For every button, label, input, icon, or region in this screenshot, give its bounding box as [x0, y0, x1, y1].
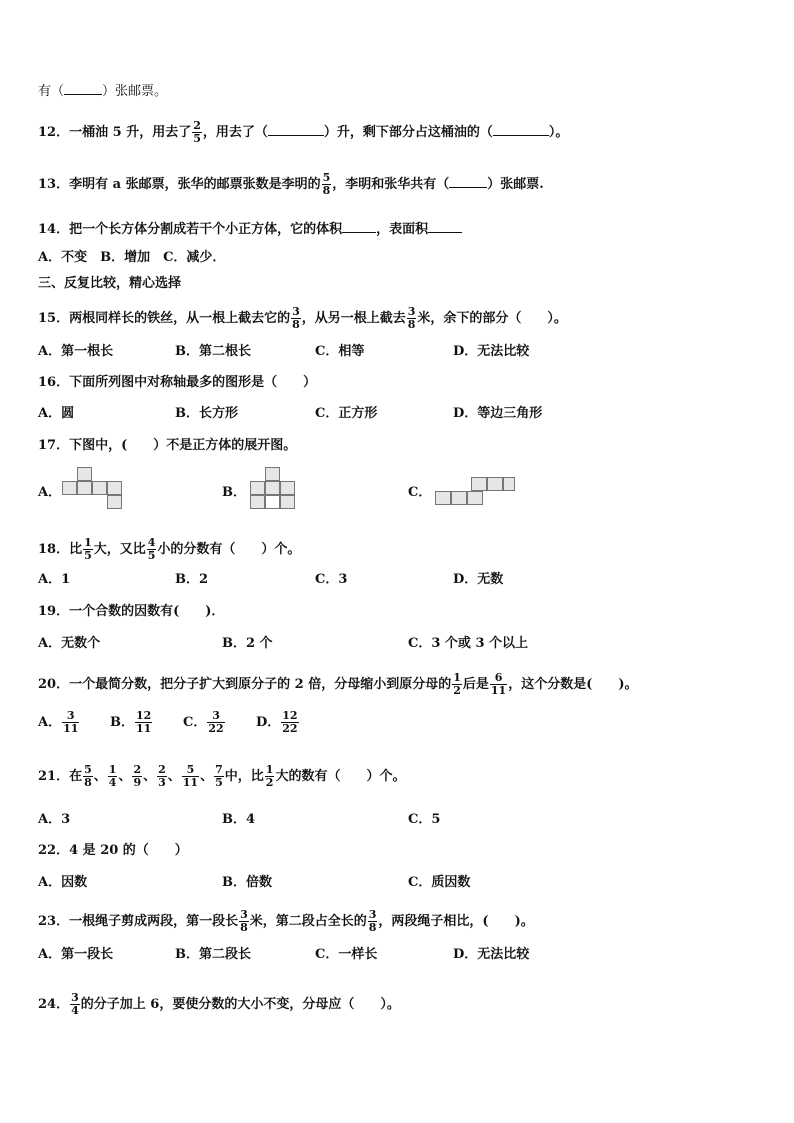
q20-option-b[interactable]: B． $\frac{12}{11}$: [110, 709, 152, 735]
fraction: $\frac{3}{8}$: [292, 305, 300, 331]
question-22: 22．4 是 20 的（ ）: [38, 843, 188, 858]
fraction: $\frac{3}{11}$: [63, 709, 79, 735]
q15-option-a[interactable]: A．第一根长: [38, 344, 114, 359]
q23-option-d[interactable]: D．无法比较: [453, 947, 530, 962]
q23-option-c[interactable]: C．一样长: [315, 947, 378, 962]
question-19: 19．一个合数的因数有( )．: [38, 604, 225, 619]
q18-option-b[interactable]: B．2: [175, 572, 209, 587]
question-20: 20．一个最简分数，把分子扩大到原分子的 2 倍，分母缩小到原分母的 $\frac{1}{2}$ 后是 $\frac{6}{11}$ ，这个分数是( )。: [38, 671, 638, 697]
q19-option-a[interactable]: A．无数个: [38, 636, 101, 651]
question-16: 16．下面所列图中对称轴最多的图形是（ ）: [38, 375, 317, 390]
fraction: $\frac{1}{2}$: [265, 763, 274, 789]
q20-option-a[interactable]: A． $\frac{3}{11}$: [38, 709, 79, 735]
q22-option-c[interactable]: C．质因数: [408, 875, 471, 890]
fraction: $\frac{5}{8}$: [84, 763, 92, 789]
q17-option-a[interactable]: A．: [38, 485, 62, 500]
q22-option-b[interactable]: B．倍数: [222, 875, 272, 890]
fraction: $\frac{3}{8}$: [407, 305, 416, 331]
q11-tail: 有（ ）张邮票。: [38, 84, 168, 99]
cube-net-b: [250, 467, 300, 515]
question-14: 14．把一个长方体分割成若干个小正方体，它的体积 ，表面积: [38, 220, 462, 238]
q17-option-c[interactable]: C．: [408, 485, 432, 500]
q23-option-b[interactable]: B．第二段长: [175, 947, 251, 962]
q20-option-c[interactable]: C． $\frac{3}{22}$: [183, 709, 224, 735]
q14-blank-2[interactable]: [428, 220, 462, 233]
fraction: $\frac{3}{8}$: [368, 908, 377, 934]
fraction: $\frac{4}{5}$: [147, 536, 156, 562]
question-13: 13．李明有 a 张邮票，张华的邮票张数是李明的 $\frac{5}{8}$ ，李明和张华共有（ ）张邮票.: [38, 171, 544, 197]
section-3-heading: 三、反复比较，精心选择: [38, 276, 182, 291]
q16-option-c[interactable]: C．正方形: [315, 406, 378, 421]
q13-blank[interactable]: [449, 175, 487, 188]
q23-option-a[interactable]: A．第一段长: [38, 947, 114, 962]
fraction: $\frac{2}{9}$: [133, 763, 142, 789]
q15-option-d[interactable]: D．无法比较: [453, 344, 530, 359]
q11-blank[interactable]: [64, 82, 102, 95]
cube-net-c: [435, 477, 515, 509]
q16-option-b[interactable]: B．长方形: [175, 406, 238, 421]
q16-option-d[interactable]: D．等边三角形: [453, 406, 543, 421]
fraction: $\frac{12}{22}$: [282, 709, 298, 735]
q18-option-a[interactable]: A．1: [38, 572, 71, 587]
q12-blank-2[interactable]: [493, 123, 549, 136]
fraction: $\frac{1}{5}$: [84, 536, 92, 562]
q21-option-a[interactable]: A．3: [38, 812, 71, 827]
question-17: 17．下图中，( ）不是正方体的展开图。: [38, 438, 297, 453]
question-15: 15．两根同样长的铁丝，从一根上截去它的 $\frac{3}{8}$ ，从另一根上截去 $\frac{3}{8}$ 米，余下的部分（ ）。: [38, 305, 567, 331]
q19-option-c[interactable]: C．3 个或 3 个以上: [408, 636, 529, 651]
q16-option-a[interactable]: A．圆: [38, 406, 75, 421]
fraction: $\frac{5}{11}$: [182, 763, 199, 789]
question-12: 12．一桶油 5 升，用去了 $\frac{2}{5}$ ，用去了（ ）升，剩下部分占这桶油的（ ）。: [38, 119, 569, 145]
q17-option-b[interactable]: B．: [222, 485, 246, 500]
q14-options: A．不变 B．增加 C．减少．: [38, 250, 226, 265]
fraction: $\frac{6}{11}$: [490, 671, 507, 697]
q21-option-c[interactable]: C．5: [408, 812, 441, 827]
question-18: 18．比 $\frac{1}{5}$ 大，又比 $\frac{4}{5}$ 小的分数有（ ）个。: [38, 536, 301, 562]
q19-option-b[interactable]: B．2 个: [222, 636, 273, 651]
fraction: $\frac{7}{5}$: [215, 763, 223, 789]
fraction: $\frac{3}{4}$: [71, 991, 79, 1017]
cube-net-a: [62, 467, 128, 515]
question-21: 21．在 $\frac{5}{8}$ 、 $\frac{1}{4}$ 、 $\frac{2}{9}$ 、 $\frac{2}{3}$ 、 $\frac{5}{11}$ 、 $\frac{7}{5}$ 中，比 $\frac{1}{2}$ 大的数有（ ）个。: [38, 763, 406, 789]
q21-option-b[interactable]: B．4: [222, 812, 256, 827]
q15-option-c[interactable]: C．相等: [315, 344, 365, 359]
q15-option-b[interactable]: B．第二根长: [175, 344, 251, 359]
fraction: $\frac{3}{8}$: [240, 908, 248, 934]
q14-blank-1[interactable]: [342, 220, 376, 233]
q22-option-a[interactable]: A．因数: [38, 875, 88, 890]
fraction: $\frac{1}{2}$: [453, 671, 461, 697]
q12-blank-1[interactable]: [268, 123, 324, 136]
q18-option-d[interactable]: D．无数: [453, 572, 504, 587]
fraction: $\frac{3}{22}$: [208, 709, 224, 735]
fraction: $\frac{12}{11}$: [136, 709, 152, 735]
fraction: $\frac{2}{5}$: [193, 119, 201, 145]
question-23: 23．一根绳子剪成两段，第一段长 $\frac{3}{8}$ 米，第二段占全长的 $\frac{3}{8}$ ，两段绳子相比，( )。: [38, 908, 534, 934]
fraction: $\frac{1}{4}$: [108, 763, 117, 789]
fraction: $\frac{2}{3}$: [158, 763, 166, 789]
q18-option-c[interactable]: C．3: [315, 572, 348, 587]
fraction: $\frac{5}{8}$: [322, 171, 331, 197]
q20-option-d[interactable]: D． $\frac{12}{22}$: [256, 709, 298, 735]
question-24: 24． $\frac{3}{4}$ 的分子加上 6，要使分数的大小不变，分母应（ ）。: [38, 991, 400, 1017]
